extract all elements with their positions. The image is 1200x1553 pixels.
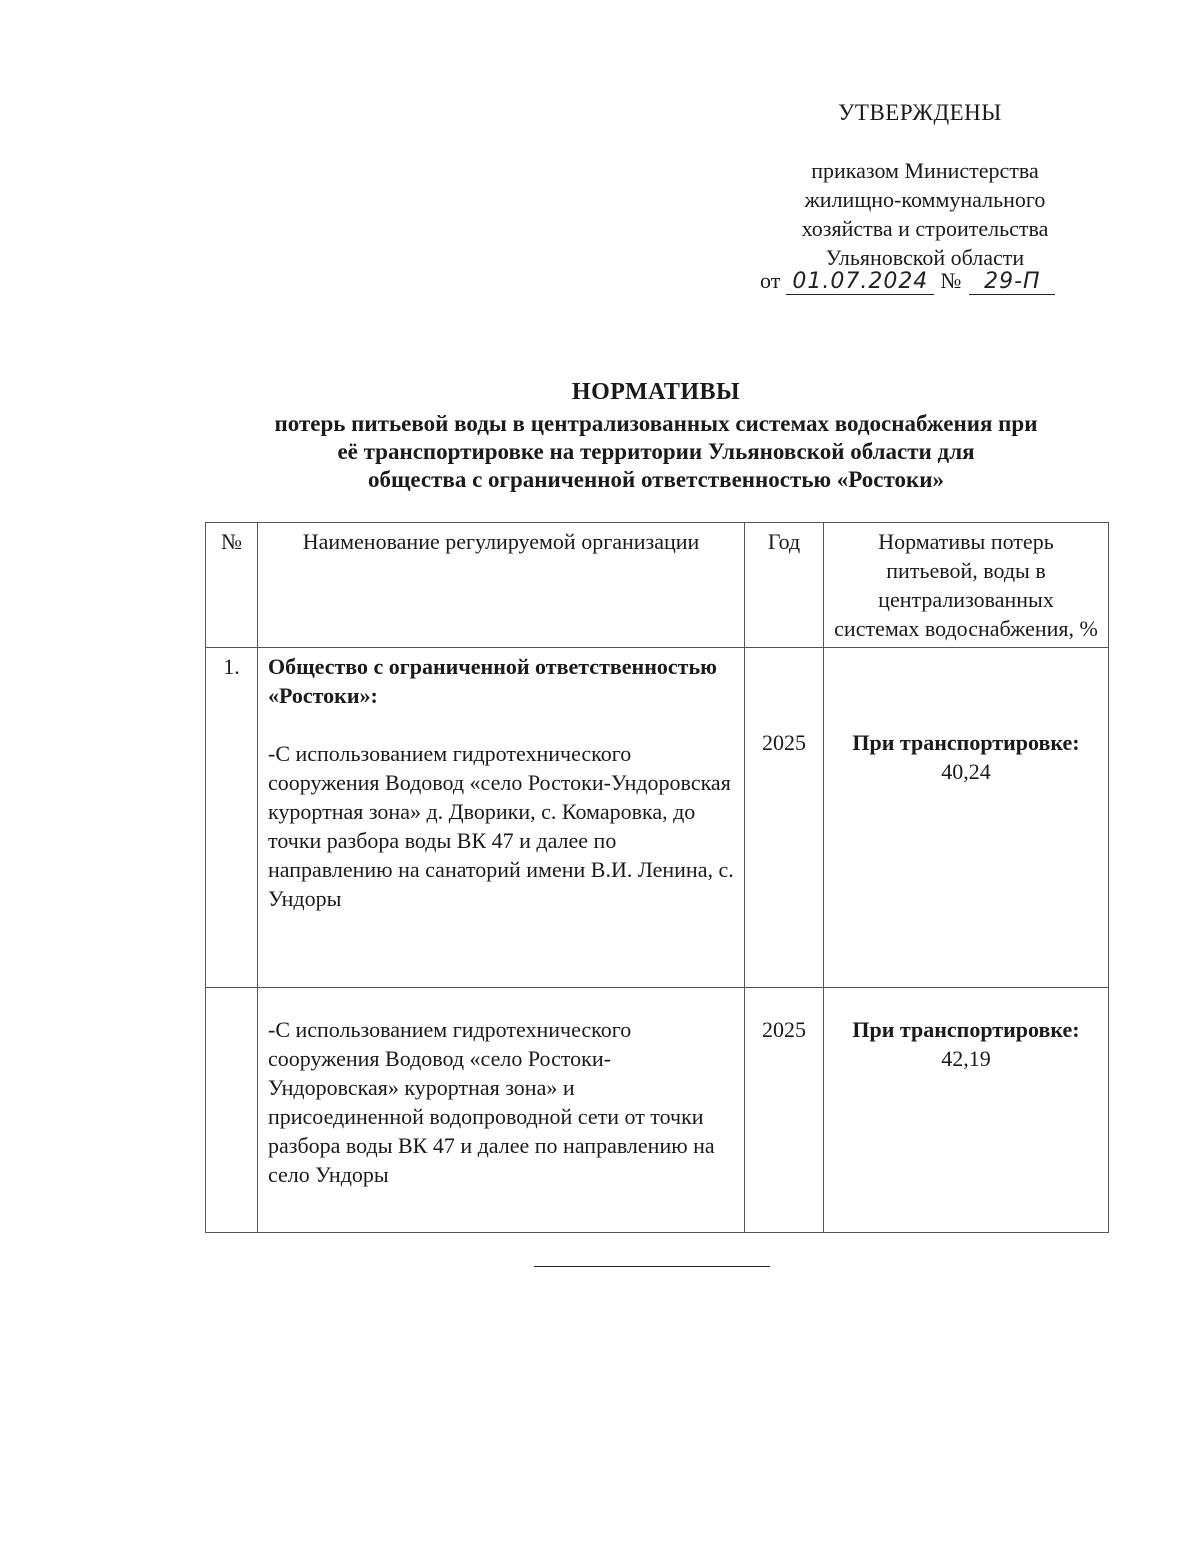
closing-divider — [534, 1266, 770, 1267]
order-date-number — [760, 268, 1080, 295]
approval-heading: УТВЕРЖДЕНЫ — [838, 100, 1002, 125]
approval-line: хозяйства и строительства — [801, 216, 1049, 241]
norm-label: При транспортировке: — [852, 730, 1080, 755]
row-description-cell — [258, 648, 745, 988]
handwritten-number: 29-П — [969, 270, 1055, 295]
norm-label: При транспортировке: — [852, 1017, 1080, 1042]
row-number: 1. — [206, 648, 258, 988]
row-description: -С использованием гидротехнического сооружения Водовод «село Ростоки-Ундоровская курортная зона» д. Дворики, с. Комаровка, до точки разбора воды ВК 47 и далее по направлению на санаторий имени В.И. Ленина, с. Ундоры — [268, 741, 734, 911]
approval-line: приказом Министерства — [811, 158, 1039, 183]
row-norm-cell — [824, 988, 1109, 1233]
approval-line: жилищно-коммунального — [804, 187, 1046, 212]
row-number-empty — [206, 988, 258, 1233]
row-year: 2025 — [745, 988, 824, 1233]
approval-authority — [740, 156, 1110, 272]
organization-name: Общество с ограниченной ответственностью «Ростоки»: — [268, 654, 717, 708]
approval-line: Ульяновской области — [825, 245, 1025, 270]
header-no: № — [206, 523, 258, 648]
row-description: -С использованием гидротехнического сооружения Водовод «село Ростоки-Ундоровская» курортная зона» и присоединенной водопроводной сети от точки разбора воды ВК 47 и далее по направлению на село Ундоры — [268, 1017, 715, 1187]
norm-value: 40,24 — [941, 759, 991, 784]
date-prefix: от — [760, 268, 781, 293]
title-line: потерь питьевой воды в централизованных системах водоснабжения при — [274, 411, 1038, 436]
table-row — [206, 988, 1109, 1233]
table-row — [206, 648, 1109, 988]
norm-value: 42,19 — [941, 1046, 991, 1071]
number-prefix: № — [940, 268, 962, 293]
title-line: общества с ограниченной ответственностью «Ростоки» — [368, 467, 944, 492]
row-description-cell — [258, 988, 745, 1233]
document-title — [200, 378, 1112, 494]
title-line: её транспортировке на территории Ульяновской области для — [337, 439, 975, 464]
header-norm: Нормативы потерь питьевой, воды в централизованных системах водоснабжения, % — [824, 523, 1109, 648]
row-year: 2025 — [745, 648, 824, 988]
table-header-row — [206, 523, 1109, 648]
row-norm-cell — [824, 648, 1109, 988]
spacer — [268, 710, 734, 739]
header-name: Наименование регулируемой организации — [258, 523, 745, 648]
handwritten-date: 01.07.2024 — [786, 270, 934, 295]
header-year: Год — [745, 523, 824, 648]
norms-table — [205, 522, 1109, 1233]
title-main: НОРМАТИВЫ — [571, 379, 741, 405]
